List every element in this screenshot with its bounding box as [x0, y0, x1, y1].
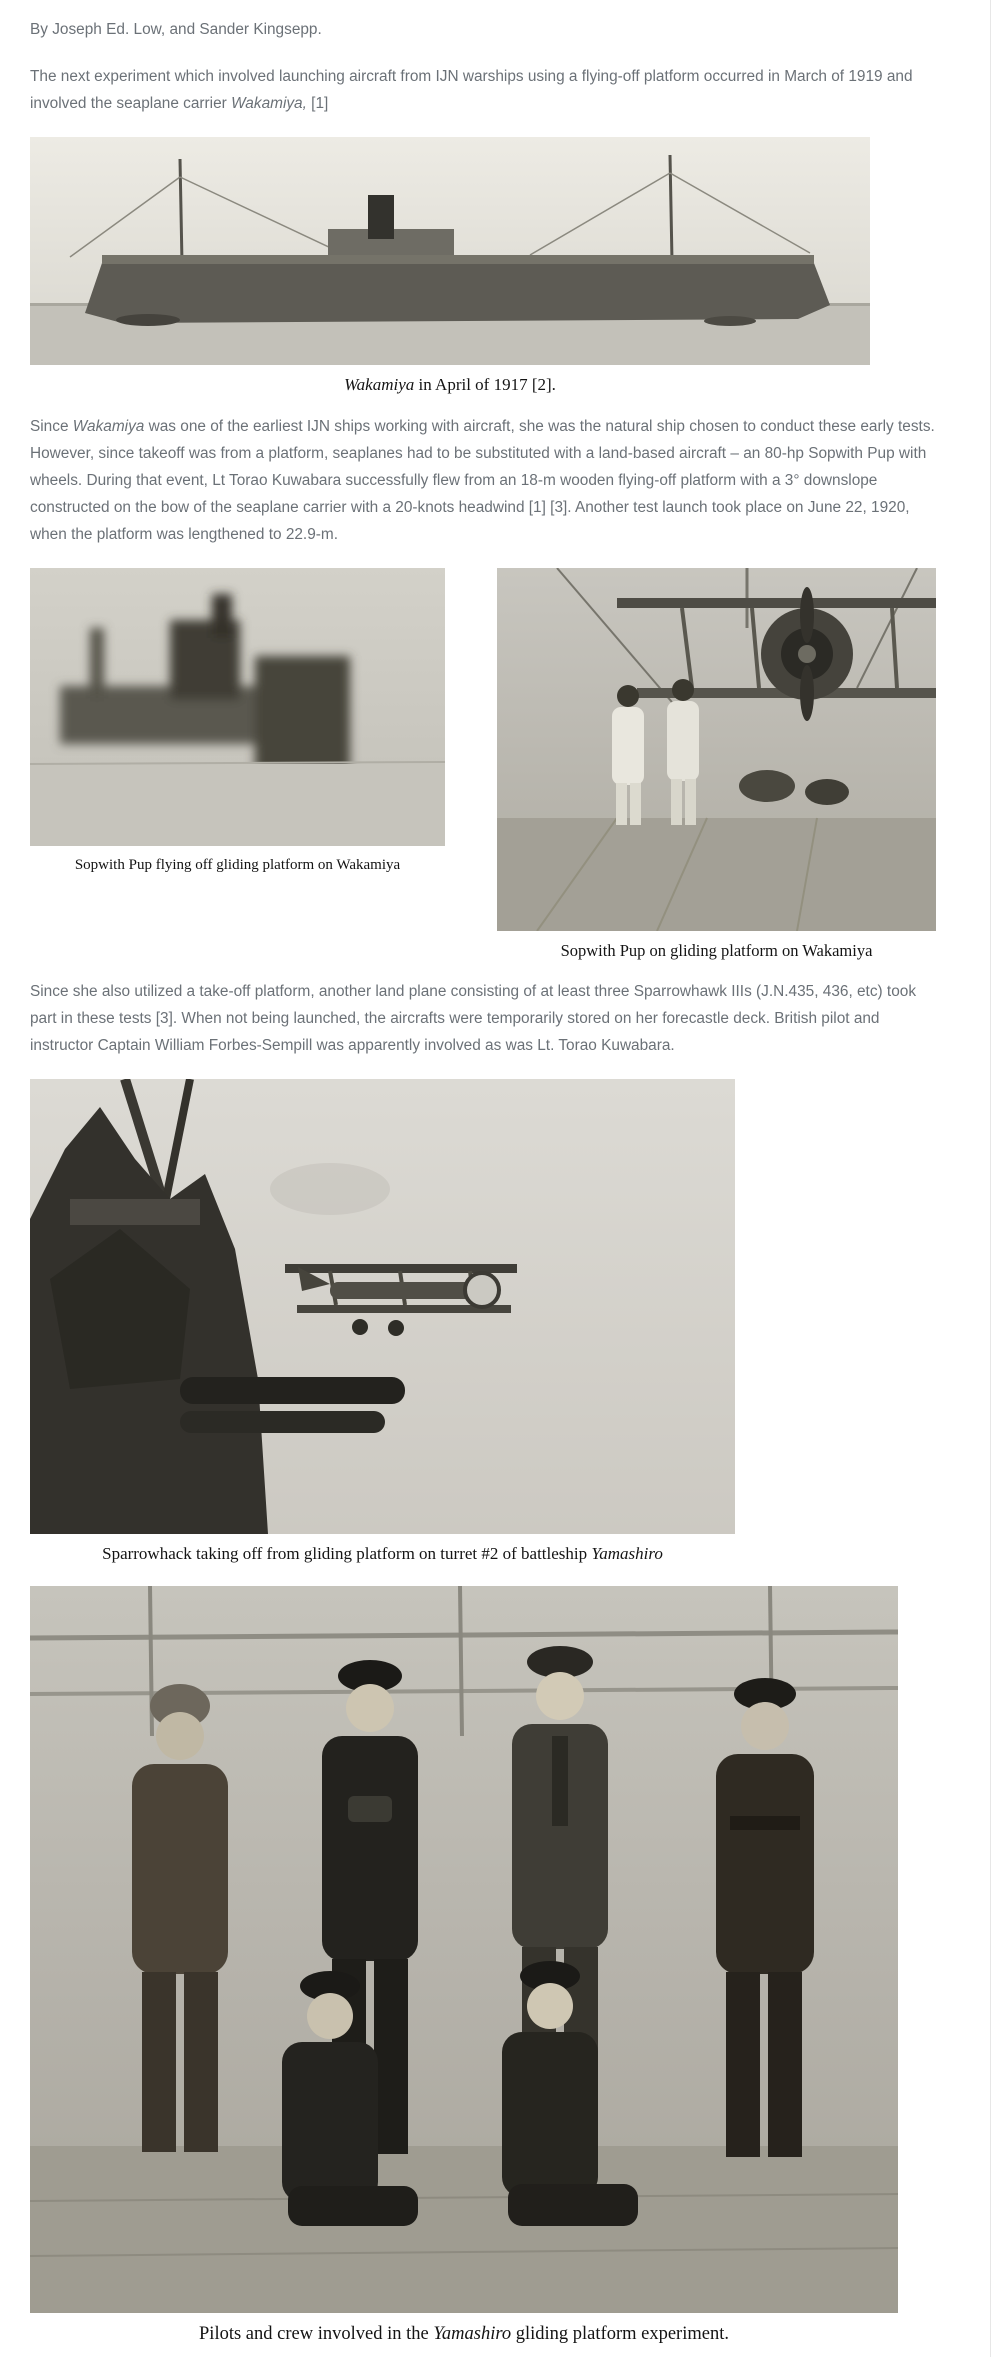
sparrowhawk-takeoff-photo-art — [30, 1079, 735, 1534]
crew-photo-art — [30, 1586, 898, 2313]
figure-pup-flying — [30, 568, 445, 876]
pup-flying-photo — [30, 568, 445, 846]
figure-row — [30, 568, 960, 962]
pup-flying-photo-art — [30, 568, 445, 846]
pup-deck-photo — [497, 568, 936, 931]
sparrowhawk-takeoff-caption: Sparrowhack taking off from gliding platform on turret #2 of battleship Yamashiro — [102, 1544, 663, 1563]
sparrowhawk-takeoff-photo — [30, 1079, 735, 1534]
paragraph-sparrowhawk: Since she also utilized a take-off platform, another land plane consisting of at least three Sparrowhawk IIIs (J.N.435, 436, etc) took part in these tests [3]. When not being launched, the aircrafts were temporarily stored on her forecastle deck. British pilot and instructor Captain William Forbes-Sempill was apparently involved as was Lt. Torao Kuwabara. — [30, 983, 917, 1054]
wakamiya-caption: Wakamiya in April of 1917 [2]. — [344, 375, 556, 394]
wakamiya-photo — [30, 137, 870, 365]
paragraph-intro: The next experiment which involved launching aircraft from IJN warships using a flying-off platform occurred in March of 1919 and involved the seaplane carrier Wakamiya, [1] — [30, 68, 913, 112]
figure-crew — [30, 1586, 960, 2347]
wakamiya-photo-art — [30, 137, 870, 365]
byline: By Joseph Ed. Low, and Sander Kingsepp. — [30, 21, 322, 38]
figure-wakamiya — [30, 137, 960, 397]
figure-pup-deck — [497, 568, 936, 962]
pup-deck-caption: Sopwith Pup on gliding platform on Wakamiya — [560, 941, 873, 960]
paragraph-wakamiya-tests: Since Wakamiya was one of the earliest IJN ships working with aircraft, she was the natural ship chosen to conduct these early tests. However, since takeoff was from a platform, seaplanes had to be substituted with a land-based aircraft – an 80-hp Sopwith Pup with wheels. During that event, Lt Torao Kuwabara successfully flew from an 18-m wooden flying-off platform with a 3° downslope constructed on the bow of the seaplane carrier with a 20-knots headwind [1] [3]. Another test launch took place on June 22, 1920, when the platform was lengthened to 22.9-m. — [30, 418, 935, 543]
figure-sparrowhawk-takeoff — [30, 1079, 960, 1566]
crew-photo — [30, 1586, 898, 2313]
crew-caption: Pilots and crew involved in the Yamashiro gliding platform experiment. — [199, 2324, 729, 2344]
pup-deck-photo-art — [497, 568, 936, 931]
pup-flying-caption: Sopwith Pup flying off gliding platform on Wakamiya — [74, 857, 401, 873]
